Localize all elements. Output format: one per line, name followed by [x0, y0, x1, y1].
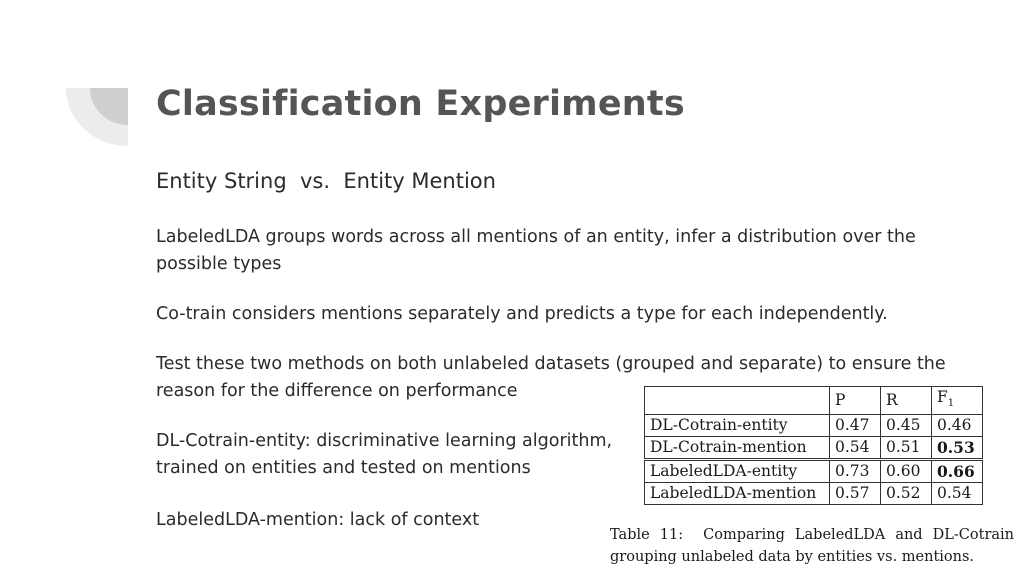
table-cell-name: LabeledLDA-mention: [645, 483, 830, 505]
table-caption: Table 11: Comparing LabeledLDA and DL-Cotrain grouping unlabeled data by entities vs. mentions.: [610, 527, 1019, 565]
paragraph-labeledlda-mention: LabeledLDA-mention: lack of context: [156, 510, 480, 530]
table-row: [645, 415, 983, 437]
table-header-cell: [645, 387, 830, 415]
table-cell-p: 0.73: [830, 460, 881, 483]
paragraph-labeledlda: LabeledLDA groups words across all mentions of an entity, infer a distribution over the possible types: [156, 227, 916, 274]
slide-title: Classification Experiments: [156, 84, 685, 124]
table-cell-p: 0.57: [830, 483, 881, 505]
table-header-cell: R: [881, 387, 932, 415]
table-cell-f1: 0.53: [932, 437, 983, 460]
paragraph-dl-cotrain-entity: DL-Cotrain-entity: discriminative learning algorithm, trained on entities and tested on mentions: [156, 431, 613, 478]
table-cell-r: 0.60: [881, 460, 932, 483]
table-row: [645, 483, 983, 505]
table-cell-p: 0.54: [830, 437, 881, 460]
table-header-cell: P: [830, 387, 881, 415]
paragraph-cotrain: Co-train considers mentions separately and predicts a type for each independently.: [156, 304, 888, 324]
paragraph-test-methods: Test these two methods on both unlabeled datasets (grouped and separate) to ensure the reason for the difference on performance: [156, 354, 946, 401]
table-cell-name: LabeledLDA-entity: [645, 460, 830, 483]
table-cell-f1: 0.66: [932, 460, 983, 483]
table-row: [645, 460, 983, 483]
table-cell-r: 0.52: [881, 483, 932, 505]
table-cell-r: 0.51: [881, 437, 932, 460]
table-cell-name: DL-Cotrain-entity: [645, 415, 830, 437]
slide-subtitle: Entity String vs. Entity Mention: [156, 169, 496, 193]
table-header-row: [645, 387, 983, 415]
table-cell-f1: 0.46: [932, 415, 983, 437]
corner-decoration: [66, 88, 128, 146]
table-cell-p: 0.47: [830, 415, 881, 437]
results-table: [644, 386, 983, 505]
table-row: [645, 437, 983, 460]
table-cell-r: 0.45: [881, 415, 932, 437]
table-header-cell: $F_1$: [932, 387, 983, 415]
table-cell-name: DL-Cotrain-mention: [645, 437, 830, 460]
table-cell-f1: 0.54: [932, 483, 983, 505]
